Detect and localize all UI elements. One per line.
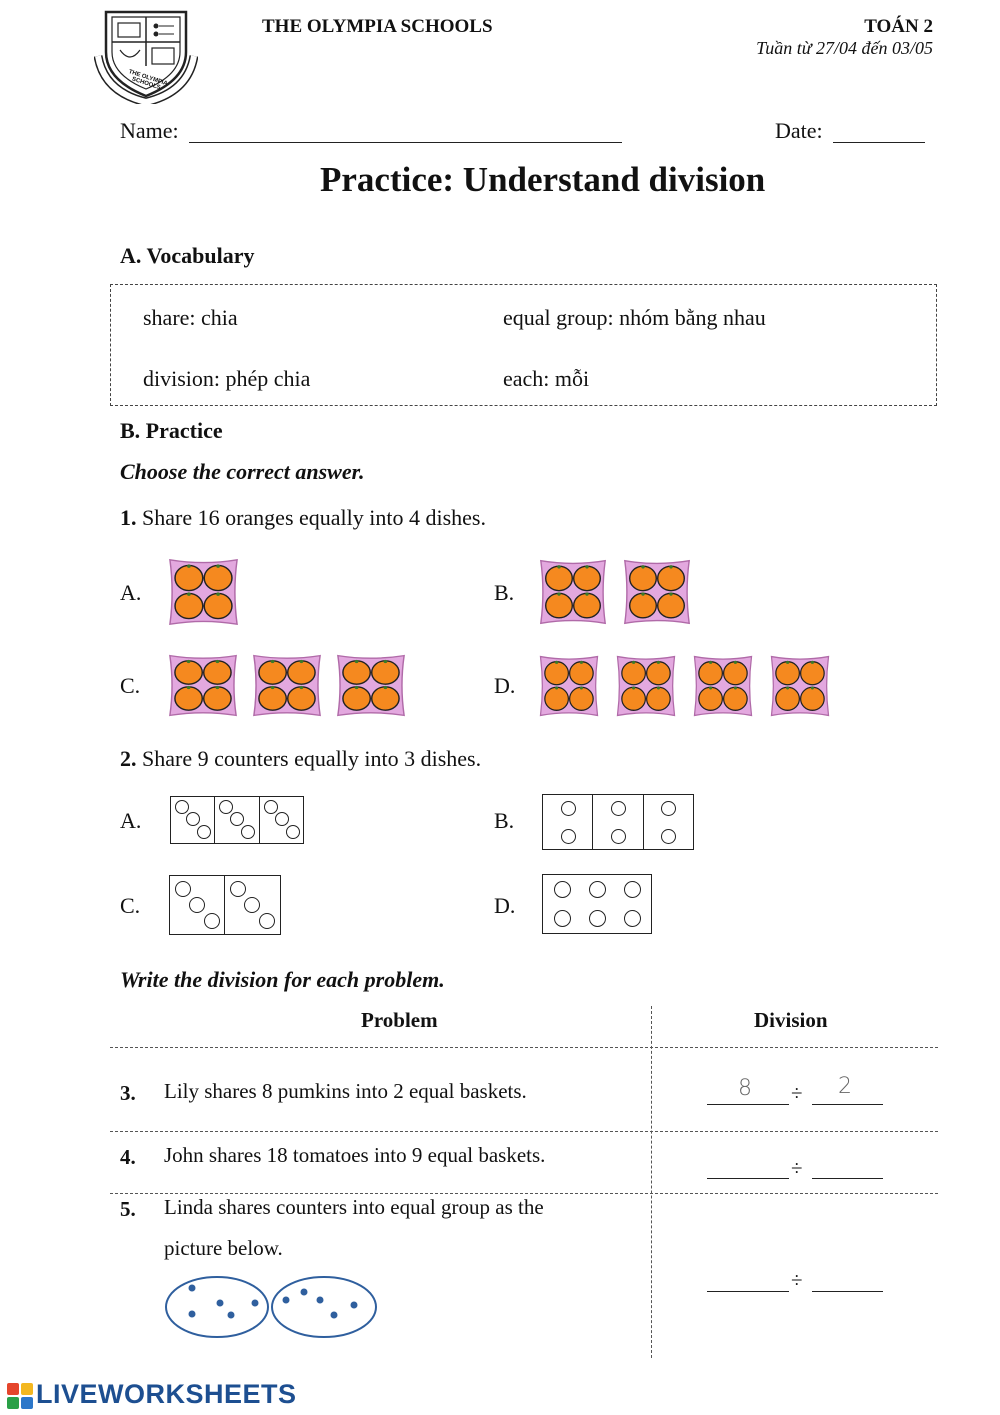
orange xyxy=(546,593,573,617)
q2-option-d[interactable]: D. xyxy=(494,893,516,918)
row-number: 3. xyxy=(120,1081,136,1105)
dividend-field[interactable] xyxy=(707,1178,789,1179)
orange xyxy=(574,593,601,617)
orange xyxy=(175,565,203,590)
subject-label: TOÁN 2 xyxy=(864,16,933,37)
footer-brand[interactable]: LIVEWORKSHEETS xyxy=(36,1379,297,1409)
orange-dish xyxy=(335,653,407,718)
row-problem-text: Linda shares counters into equal group as the xyxy=(164,1195,544,1219)
table-rule xyxy=(110,1047,938,1048)
orange xyxy=(175,593,203,618)
orange xyxy=(343,687,370,710)
orange xyxy=(288,661,315,684)
vocab-item: division: phép chia xyxy=(143,366,311,391)
q2-option-b[interactable]: B. xyxy=(494,808,515,833)
school-logo xyxy=(94,6,198,104)
question-2 xyxy=(120,746,481,772)
division-instruction: Write the division for each problem. xyxy=(120,967,445,992)
dividend-value: 8 xyxy=(738,1076,752,1101)
orange xyxy=(570,687,594,710)
orange xyxy=(175,687,202,710)
table-divider xyxy=(651,1006,652,1358)
orange xyxy=(570,662,594,685)
orange xyxy=(658,566,685,590)
question-text: Share 16 oranges equally into 4 dishes. xyxy=(142,505,486,530)
divisor-field[interactable] xyxy=(812,1291,883,1292)
orange-dish xyxy=(622,558,692,626)
row-number: 4. xyxy=(120,1145,136,1169)
orange xyxy=(259,687,286,710)
table-rule xyxy=(110,1131,938,1132)
orange xyxy=(801,662,825,685)
orange xyxy=(622,662,646,685)
dividend-field[interactable] xyxy=(707,1291,789,1292)
question-number: 1. xyxy=(120,505,137,530)
week-label: Tuần từ 27/04 đến 03/05 xyxy=(756,38,933,58)
orange xyxy=(204,687,231,710)
orange-dish xyxy=(615,654,677,718)
orange-dish xyxy=(251,653,323,718)
orange-dish xyxy=(167,653,239,718)
q2-figure-d xyxy=(542,874,652,934)
orange-dish xyxy=(769,654,831,718)
divide-sign: ÷ xyxy=(791,1268,803,1292)
practice-heading: B. Practice xyxy=(120,418,223,443)
row-problem-text: John shares 18 tomatoes into 9 equal baskets. xyxy=(164,1143,546,1167)
orange xyxy=(776,687,800,710)
orange-dish xyxy=(692,654,754,718)
q1-option-d[interactable]: D. xyxy=(494,673,516,698)
question-number: 2. xyxy=(120,746,137,771)
name-field[interactable] xyxy=(189,142,622,143)
orange-dish xyxy=(538,654,600,718)
row-number: 5. xyxy=(120,1197,136,1221)
question-1 xyxy=(120,505,486,531)
q2-figure-a xyxy=(170,796,304,844)
orange xyxy=(699,662,723,685)
logo-banner-text: THE OLYMPIA SCHOOLS xyxy=(127,69,169,92)
q1-option-b[interactable]: B. xyxy=(494,580,515,605)
orange xyxy=(259,661,286,684)
page-title: Practice: Understand division xyxy=(320,160,766,199)
orange xyxy=(630,566,657,590)
orange xyxy=(724,687,748,710)
orange-dish xyxy=(538,558,608,626)
col-division-header: Division xyxy=(754,1008,828,1032)
orange xyxy=(776,662,800,685)
col-problem-header: Problem xyxy=(361,1008,438,1032)
divisor-field[interactable] xyxy=(812,1178,883,1179)
date-label: Date: xyxy=(775,118,823,143)
q2-option-a[interactable]: A. xyxy=(120,808,142,833)
orange xyxy=(647,662,671,685)
divisor-value: 2 xyxy=(838,1074,852,1099)
table-rule xyxy=(110,1193,938,1194)
vocab-item: each: mỗi xyxy=(503,366,590,391)
orange xyxy=(204,593,232,618)
divisor-field[interactable] xyxy=(812,1104,883,1105)
dividend-field[interactable] xyxy=(707,1104,789,1105)
counter-groups-picture xyxy=(164,1274,380,1340)
orange xyxy=(724,662,748,685)
divide-sign: ÷ xyxy=(791,1081,803,1105)
row-problem-text-cont: picture below. xyxy=(164,1236,283,1260)
orange xyxy=(574,566,601,590)
orange xyxy=(546,566,573,590)
orange xyxy=(204,565,232,590)
orange xyxy=(372,661,399,684)
orange xyxy=(699,687,723,710)
date-field[interactable] xyxy=(833,142,925,143)
q2-figure-c xyxy=(169,875,281,935)
q2-figure-b xyxy=(542,794,694,850)
q1-option-c[interactable]: C. xyxy=(120,673,141,698)
orange xyxy=(658,593,685,617)
orange xyxy=(175,661,202,684)
orange xyxy=(288,687,315,710)
vocab-heading: A. Vocabulary xyxy=(120,243,255,268)
orange xyxy=(647,687,671,710)
orange xyxy=(204,661,231,684)
orange xyxy=(372,687,399,710)
question-text: Share 9 counters equally into 3 dishes. xyxy=(142,746,482,771)
q1-option-a[interactable]: A. xyxy=(120,580,142,605)
orange xyxy=(343,661,370,684)
q2-option-c[interactable]: C. xyxy=(120,893,141,918)
divide-sign: ÷ xyxy=(791,1156,803,1180)
practice-instruction: Choose the correct answer. xyxy=(120,459,365,484)
vocab-item: equal group: nhóm bằng nhau xyxy=(503,305,766,330)
liveworksheets-logo xyxy=(6,1382,34,1410)
orange xyxy=(801,687,825,710)
vocab-item: share: chia xyxy=(143,305,238,330)
row-problem-text: Lily shares 8 pumkins into 2 equal baskets. xyxy=(164,1079,527,1103)
orange-dish xyxy=(167,557,240,627)
orange xyxy=(630,593,657,617)
orange xyxy=(545,687,569,710)
school-name: THE OLYMPIA SCHOOLS xyxy=(262,16,493,37)
name-label: Name: xyxy=(120,118,179,143)
orange xyxy=(622,687,646,710)
orange xyxy=(545,662,569,685)
